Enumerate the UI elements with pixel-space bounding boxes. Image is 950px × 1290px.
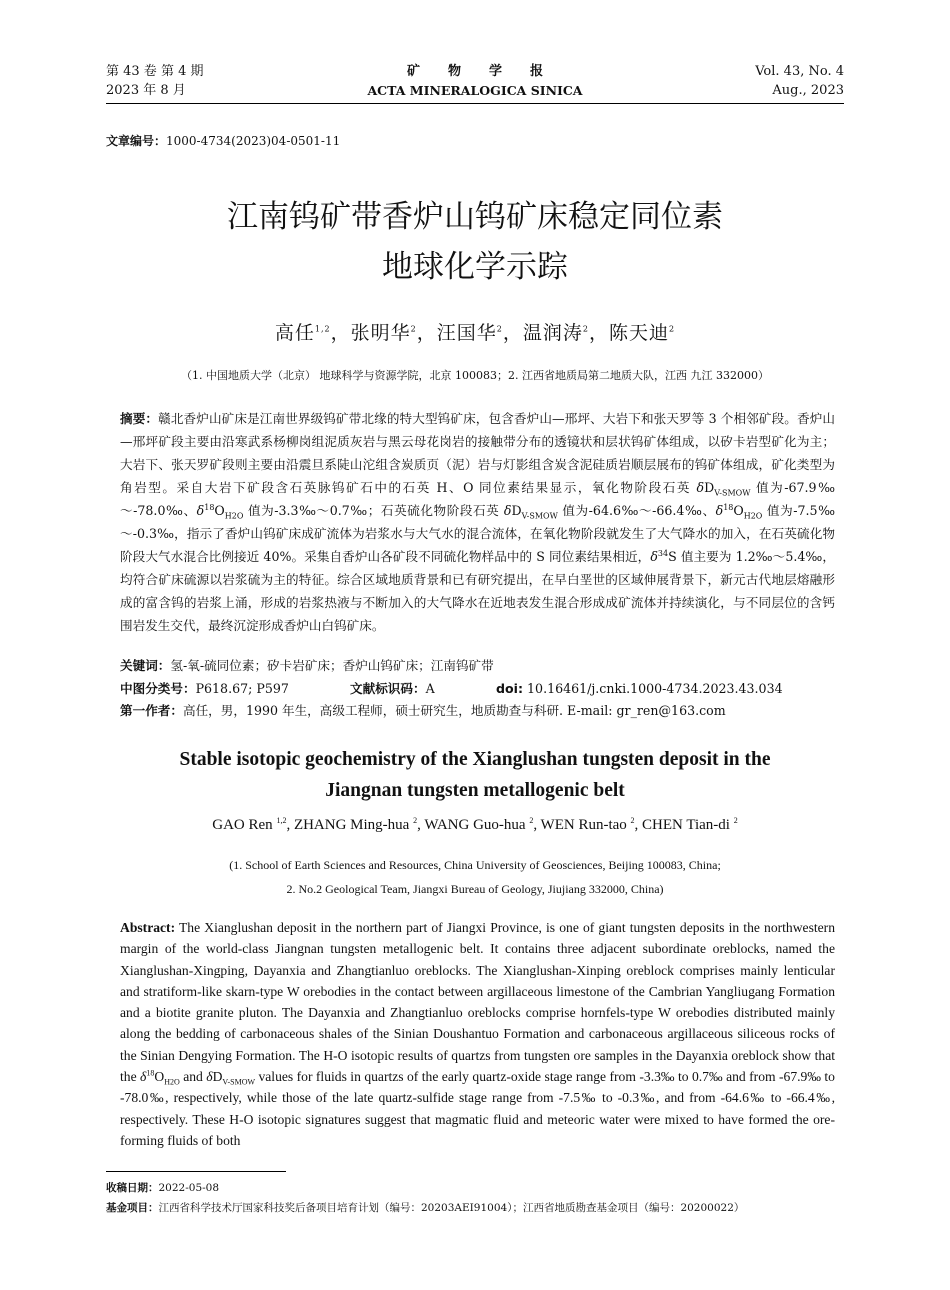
keywords-cn-value: 氢-氧-硫同位素；矽卡岩矿床；香炉山钨矿床；江南钨矿带 [170, 658, 494, 673]
header-rule [106, 103, 844, 104]
received-date: 收稿日期：2022-05-08 [106, 1182, 220, 1194]
header-right [755, 62, 844, 100]
author-en: WEN Run-tao [540, 817, 627, 833]
title-cn [0, 192, 950, 292]
volume-issue-en: Vol. 43, No. 4 [755, 64, 844, 79]
author-aff-sup: 2 [582, 324, 589, 334]
affiliations-cn: （1. 中国地质大学（北京） 地球科学与资源学院，北京 100083；2. 江西省地质局第二地质大队，江西 九江 332000） [181, 369, 769, 382]
author-aff-sup: 1,2 [314, 324, 331, 334]
author-en: CHEN Tian-di [642, 817, 730, 833]
abstract-cn-label: 摘要： [120, 411, 159, 426]
author-en: WANG Guo-hua [424, 817, 526, 833]
header-center [106, 62, 844, 100]
document-code: 文献标识码：A [350, 681, 435, 696]
affiliation-en-line2: 2. No.2 Geological Team, Jiangxi Bureau of Geology, Jiujiang 332000, China) [286, 882, 664, 896]
article-number-label: 文章编号： [106, 134, 167, 148]
keywords-cn [120, 656, 494, 676]
author-aff-sup: 2 [410, 324, 417, 334]
doi-value[interactable]: 10.16461/j.cnki.1000-4734.2023.43.034 [527, 681, 783, 696]
author-cn: 温润涛 [522, 322, 583, 344]
author-aff-sup: 2 [669, 324, 676, 334]
author-en: GAO Ren [212, 817, 273, 833]
abstract-en: Abstract: The Xianglushan deposit in the northern part of Jiangxi Province, is one of giant tungsten deposits in the northwestern margin of the world-class Jiangnan tungsten metallogenic belt. It contains three adjacent subordinate oreblocks, named the Xianglushan-Xingping, Dayanxia and Zhangtianluo oreblocks. The Xianglushan-Xinping oreblock comprises mainly lenticular and stratiform-like skarn-type W orebodies in the contact between argillaceous limestone of the Cambrian Yangliugang Formation and a biotite granite pluton. The Dayanxia and Zhangtianluo oreblocks comprise hornfels-type W orebodies distributed mainly along the bedding of carbonaceous shales of the Sinian Doushantuo Formation and carbonaceous argillaceous siliceous rocks of the Sinian Dengying Formation. The H-O isotopic results of quartzs from tungsten ore samples in the Dayanxia oreblock show that the $\delta^{18}O_{H2O}$ and $\delta D_{V-SMOW}$ values for fluids in quartzs of the early quartz-oxide stage range from -3.3‰ to 0.7‰ and from -67.9‰ to -78.0‰, respectively, while those of the late quartz-sulfide stage range from -7.5‰ to -0.3‰, and from -64.6‰ to -66.4‰, respectively. These H-O isotopic signatures suggest that magmatic fluid and meteoric water were mixed to have formed the ore-forming fluids of both [120, 920, 835, 1148]
affiliations-en [0, 853, 950, 901]
authors-cn: 高任$^{1,2}$，张明华$^2$，汪国华$^2$，温润涛$^2$，陈天迪$^2$ [274, 322, 676, 344]
author-cn: 汪国华 [436, 322, 497, 344]
title-cn-line1: 江南钨矿带香炉山钨矿床稳定同位素 [227, 199, 723, 235]
affiliation-en-line1: (1. School of Earth Sciences and Resources, China University of Geosciences, Beijing 100083, China; [229, 858, 721, 872]
author-cn: 陈天迪 [609, 322, 670, 344]
title-en-line1: Stable isotopic geochemistry of the Xianglushan tungsten deposit in the [179, 749, 771, 770]
volume-issue-cn: 第 43 卷 第 4 期 [106, 64, 204, 79]
keywords-cn-label: 关键词： [120, 658, 171, 673]
article-number-value: 1000-4734(2023)04-0501-11 [166, 134, 341, 148]
journal-name-cn: 矿物学报 [406, 64, 571, 79]
abstract-cn: 摘要：赣北香炉山矿床是江南世界级钨矿带北缘的特大型钨矿床，包含香炉山—邢坪、大岩下和张天罗等 3 个相邻矿段。香炉山—邢坪矿段主要由沿寒武系杨柳岗组泥质灰岩与黑云母花岗岩的接触带分布的透镜状和层状钨矿体组成，以矽卡岩型矿化为主；大岩下、张天罗矿段则主要由沿震旦系陡山沱组含炭质页（泥）岩与灯影组含炭含泥硅质岩顺层展布的钨矿体组成，矿化类型为角岩型。采自大岩下矿段含石英脉钨矿石中的石英 H、O 同位素结果显示，氧化物阶段石英 $\delta D_{V-SMOW}$ 值为-67.9‰～-78.0‰、$\delta^{18}O_{H2O}$ 值为-3.3‰～0.7‰；石英硫化物阶段石英 $\delta D_{V-SMOW}$ 值为-64.6‰～-66.4‰、$\delta^{18}O_{H2O}$ 值为-7.5‰～-0.3‰，指示了香炉山钨矿床成矿流体为岩浆水与大气水的混合流体，在氧化物阶段就发生了大气降水的加入，在石英硫化物阶段大气水混合比例接近 40%。采集自香炉山各矿段不同硫化物样品中的 S 同位素结果相近，$\delta^{34}S$ 值主要为 1.2‰～5.4‰，均符合矿床硫源以岩浆硫为主的特征。综合区域地质背景和已有研究提出，在早白垩世的区域伸展背景下，新元古代地层熔融形成的富含钨的岩浆上涌，形成的岩浆热液与不断加入的大气降水在近地表发生混合形成成矿流体并持续演化，与不同层位的含钙围岩发生交代，最终沉淀形成香炉山白钨矿床。 [120, 411, 835, 633]
first-author-value: 高任，男，1990 年生，高级工程师，硕士研究生，地质勘查与科研. E-mail: gr_ren@163.com [182, 703, 726, 718]
title-en [0, 744, 950, 806]
date-en: Aug., 2023 [772, 83, 844, 98]
classification-line: 中图分类号：P618.67; P597 [120, 681, 289, 696]
abstract-en-label: Abstract: [120, 920, 176, 935]
first-author: 第一作者：高任，男，1990 年生，高级工程师，硕士研究生，地质勘查与科研. E-mail: gr_ren@163.com [120, 703, 726, 718]
authors-en: GAO Ren $^{1,2}$, ZHANG Ming-hua $^2$, WANG Guo-hua $^2$, WEN Run-tao $^2$, CHEN Tian-di $^2$ [212, 816, 738, 833]
date-cn: 2023 年 8 月 [106, 83, 186, 98]
journal-name-en: ACTA MINERALOGICA SINICA [367, 83, 583, 98]
clc-number: P618.67; P597 [195, 681, 289, 696]
title-en-line2: Jiangnan tungsten metallogenic belt [325, 780, 625, 801]
article-number [106, 132, 340, 149]
author-cn: 张明华 [350, 322, 411, 344]
running-header [106, 62, 844, 102]
author-aff-sup: 2 [496, 324, 503, 334]
funding: 基金项目：江西省科学技术厅国家科技奖后备项目培育计划（编号：20203AEI91004）；江西省地质勘查基金项目（编号：20200022） [106, 1202, 745, 1214]
author-cn: 高任 [274, 322, 315, 344]
title-cn-line2: 地球化学示踪 [382, 249, 568, 285]
author-en: ZHANG Ming-hua [293, 817, 410, 833]
doi: doi: 10.16461/j.cnki.1000-4734.2023.43.034 [496, 681, 783, 696]
footnote-rule [106, 1171, 286, 1172]
